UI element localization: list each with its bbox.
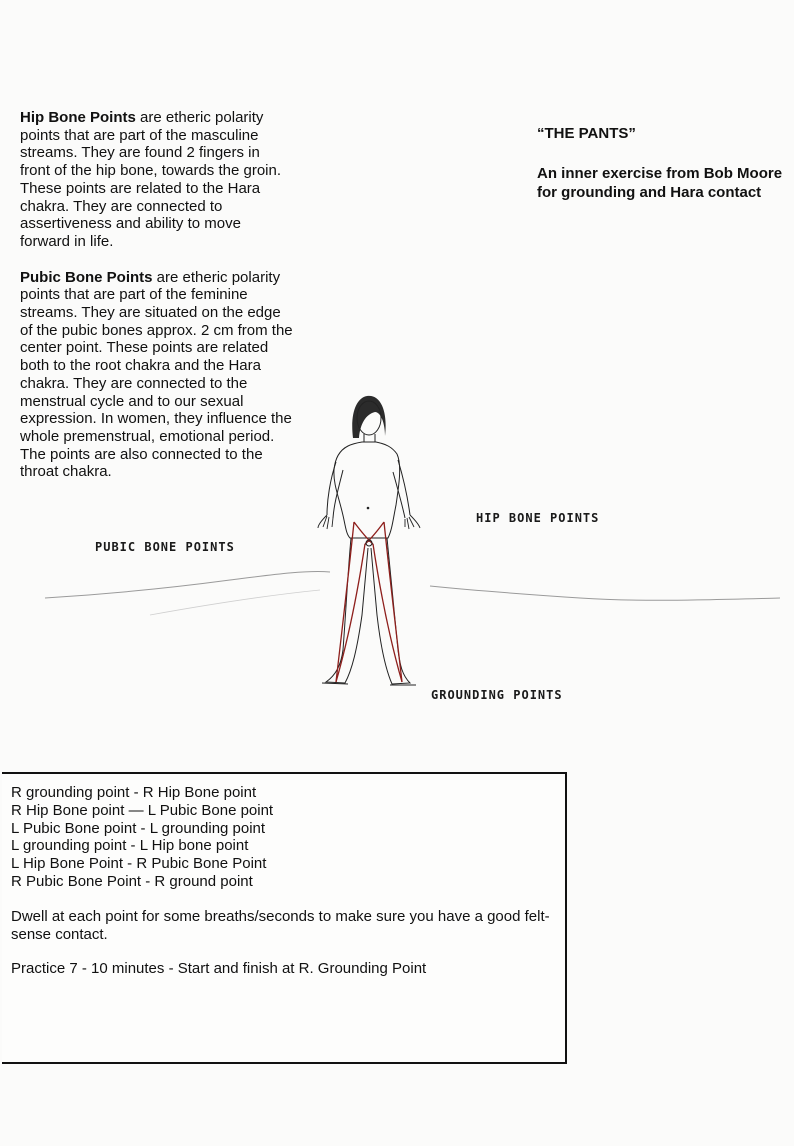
hip-bone-points-label: HIP BONE POINTS	[476, 511, 600, 525]
right-hand	[405, 515, 420, 529]
ground-line-right	[430, 586, 780, 600]
pubic-bone-points-label: PUBIC BONE POINTS	[95, 540, 235, 554]
right-leg	[371, 538, 410, 684]
step-item: R grounding point - R Hip Bone point	[11, 784, 257, 801]
pubic-bone-description: are etheric polarity points that are part of the feminine streams. They are situated on the edge of the pubic bones approx. 2 cm from the center point. These points are related both to the root chakra and the Hara chakra. They are connected to the menstrual cycle and to our sexual expression. In women, they influence the whole premenstrual, emotional period. The points are also connected to the throat chakra.	[20, 268, 293, 481]
hip-bone-term: Hip Bone Points	[20, 109, 136, 126]
practice-note: Practice 7 - 10 minutes - Start and finish at R. Grounding Point	[11, 960, 427, 978]
step-item: L Hip Bone Point - R Pubic Bone Point	[11, 855, 267, 873]
left-hand	[318, 515, 333, 529]
ground-line-faint	[150, 590, 320, 615]
hip-bone-description: are etheric polarity points that are part of the masculine streams. They are found 2 fingers in front of the hip bone, towards the groin. These points are related to the Hara chakra. They are connected to assertiveness and ability to move forward in life.	[20, 109, 281, 250]
page-title: “THE PANTS”	[537, 125, 636, 142]
steps-list	[11, 784, 555, 891]
grounding-points-label: GROUNDING POINTS	[431, 688, 563, 702]
stream-r-ground-to-r-hip	[336, 522, 354, 682]
left-arm	[327, 462, 343, 518]
page-subtitle: An inner exercise from Bob Moore for grounding and Hara contact	[537, 164, 783, 201]
hip-bone-paragraph	[20, 109, 294, 251]
torso	[334, 442, 400, 538]
stream-l-pubic-to-l-ground	[373, 544, 402, 682]
left-leg	[326, 538, 368, 683]
step-item: R Hip Bone point — L Pubic Bone point	[11, 801, 274, 819]
step-item: L grounding point - L Hip bone point	[11, 837, 249, 855]
step-item: R Pubic Bone Point - R ground point	[11, 872, 253, 890]
stream-l-ground-to-l-hip	[384, 522, 402, 682]
pubic-bone-term: Pubic Bone Points	[20, 268, 153, 286]
figure-drawing	[0, 380, 794, 720]
navel	[367, 507, 370, 510]
dwell-note: Dwell at each point for some breaths/seconds to make sure you have a good felt-sense contact.	[11, 907, 550, 943]
step-item: L Pubic Bone point - L grounding point	[11, 819, 266, 837]
instructions-box	[2, 772, 567, 1064]
title-block	[537, 124, 787, 203]
